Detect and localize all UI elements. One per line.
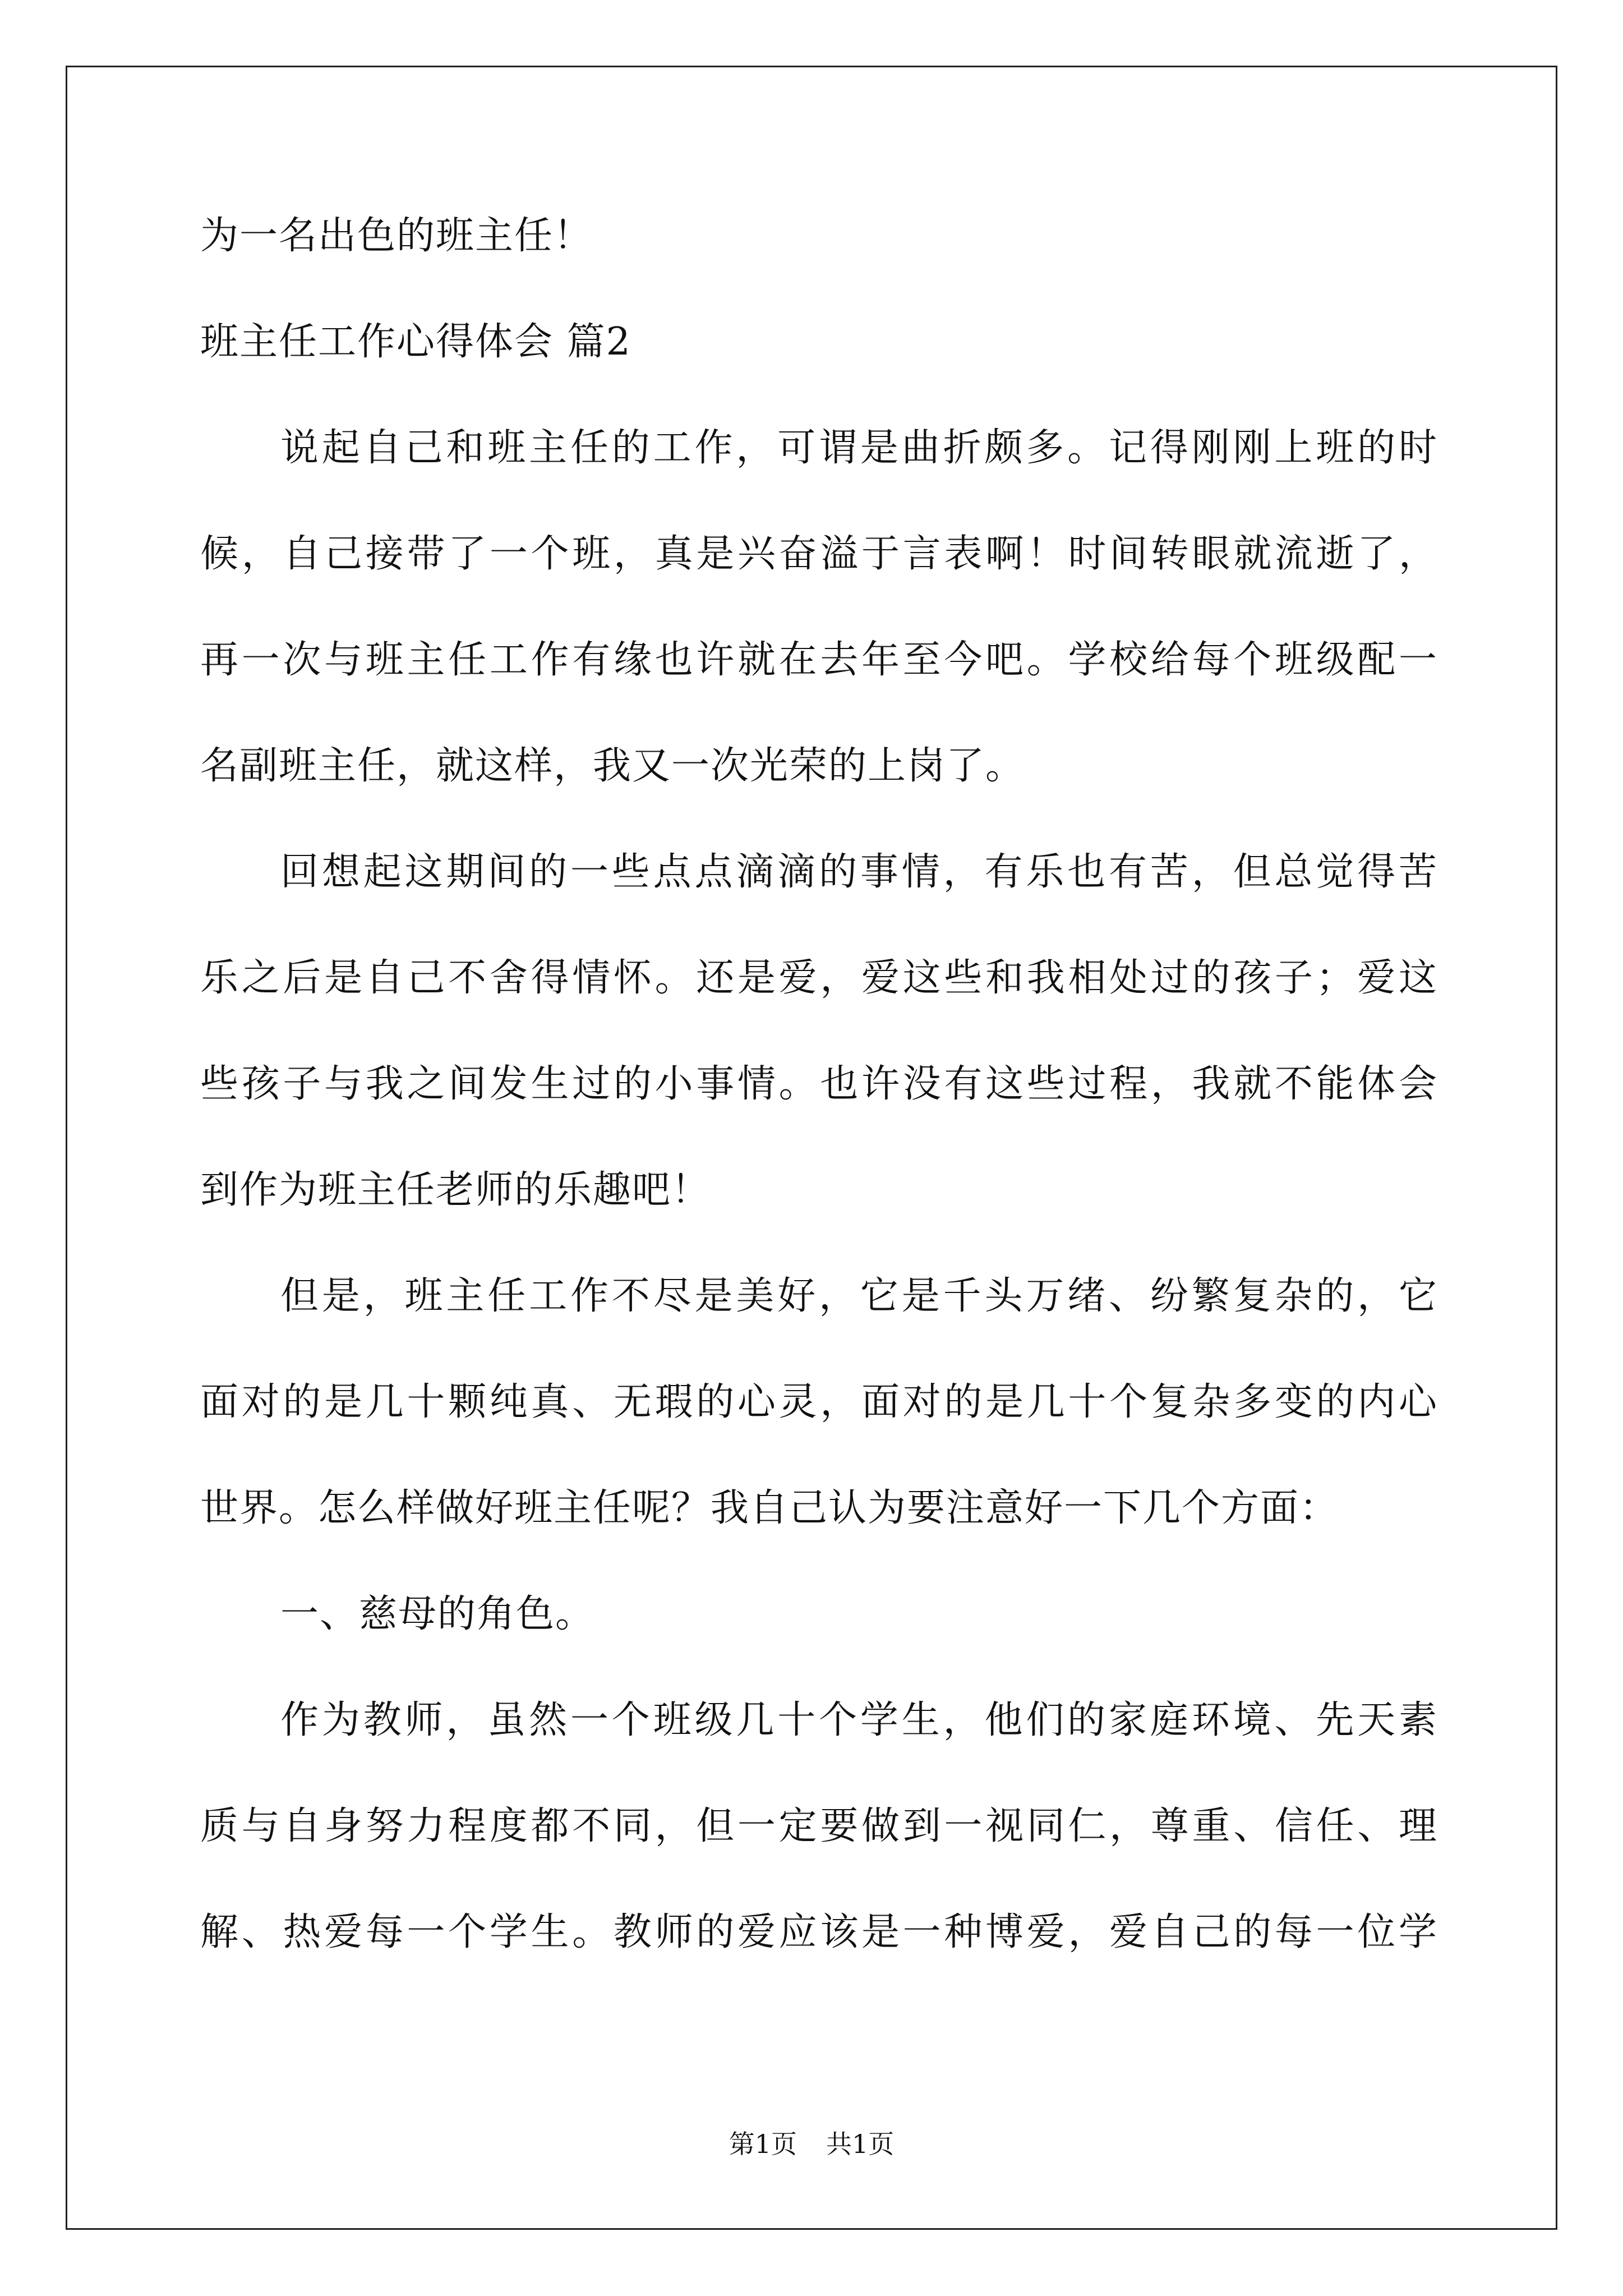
paragraph-line: 但是，班主任工作不尽是美好，它是千头万绪、纷繁复杂的，它 (280, 1274, 1437, 1318)
paragraph-line: 质与自身努力程度都不同，但一定要做到一视同仁，尊重、信任、理 (200, 1804, 1437, 1848)
paragraph-line: 乐之后是自己不舍得情怀。还是爱，爱这些和我相处过的孩子；爱这 (200, 956, 1437, 1000)
paragraph-line: 面对的是几十颗纯真、无瑕的心灵，面对的是几十个复杂多变的内心 (200, 1380, 1437, 1424)
text-line-continuation: 为一名出色的班主任！ (200, 214, 593, 258)
paragraph-line: 到作为班主任老师的乐趣吧！ (200, 1168, 711, 1212)
page-footer (0, 2128, 1623, 2160)
paragraph-line: 解、热爱每一个学生。教师的爱应该是一种博爱，爱自己的每一位学 (200, 1910, 1437, 1954)
page-number-total: 共1页 (826, 2129, 895, 2159)
paragraph-line: 些孩子与我之间发生过的小事情。也许没有这些过程，我就不能体会 (200, 1062, 1437, 1106)
paragraph-line: 世界。怎么样做好班主任呢？我自己认为要注意好一下几个方面： (200, 1486, 1339, 1530)
paragraph-line: 再一次与班主任工作有缘也许就在去年至今吧。学校给每个班级配一 (200, 638, 1437, 682)
paragraph-line: 名副班主任，就这样，我又一次光荣的上岗了。 (200, 744, 1025, 788)
document-body (200, 213, 1437, 2016)
paragraph-line: 说起自己和班主任的工作，可谓是曲折颇多。记得刚刚上班的时 (280, 426, 1437, 470)
paragraph-line: 候，自己接带了一个班，真是兴奋溢于言表啊！时间转眼就流逝了， (200, 532, 1437, 576)
subheading-line: 一、慈母的角色。 (280, 1592, 595, 1636)
paragraph-line: 回想起这期间的一些点点滴滴的事情，有乐也有苦，但总觉得苦 (280, 850, 1437, 894)
page-number-current: 第1页 (728, 2129, 797, 2159)
paragraph-line: 作为教师，虽然一个班级几十个学生，他们的家庭环境、先天素 (280, 1698, 1437, 1742)
section-heading: 班主任工作心得体会 篇2 (200, 320, 631, 364)
